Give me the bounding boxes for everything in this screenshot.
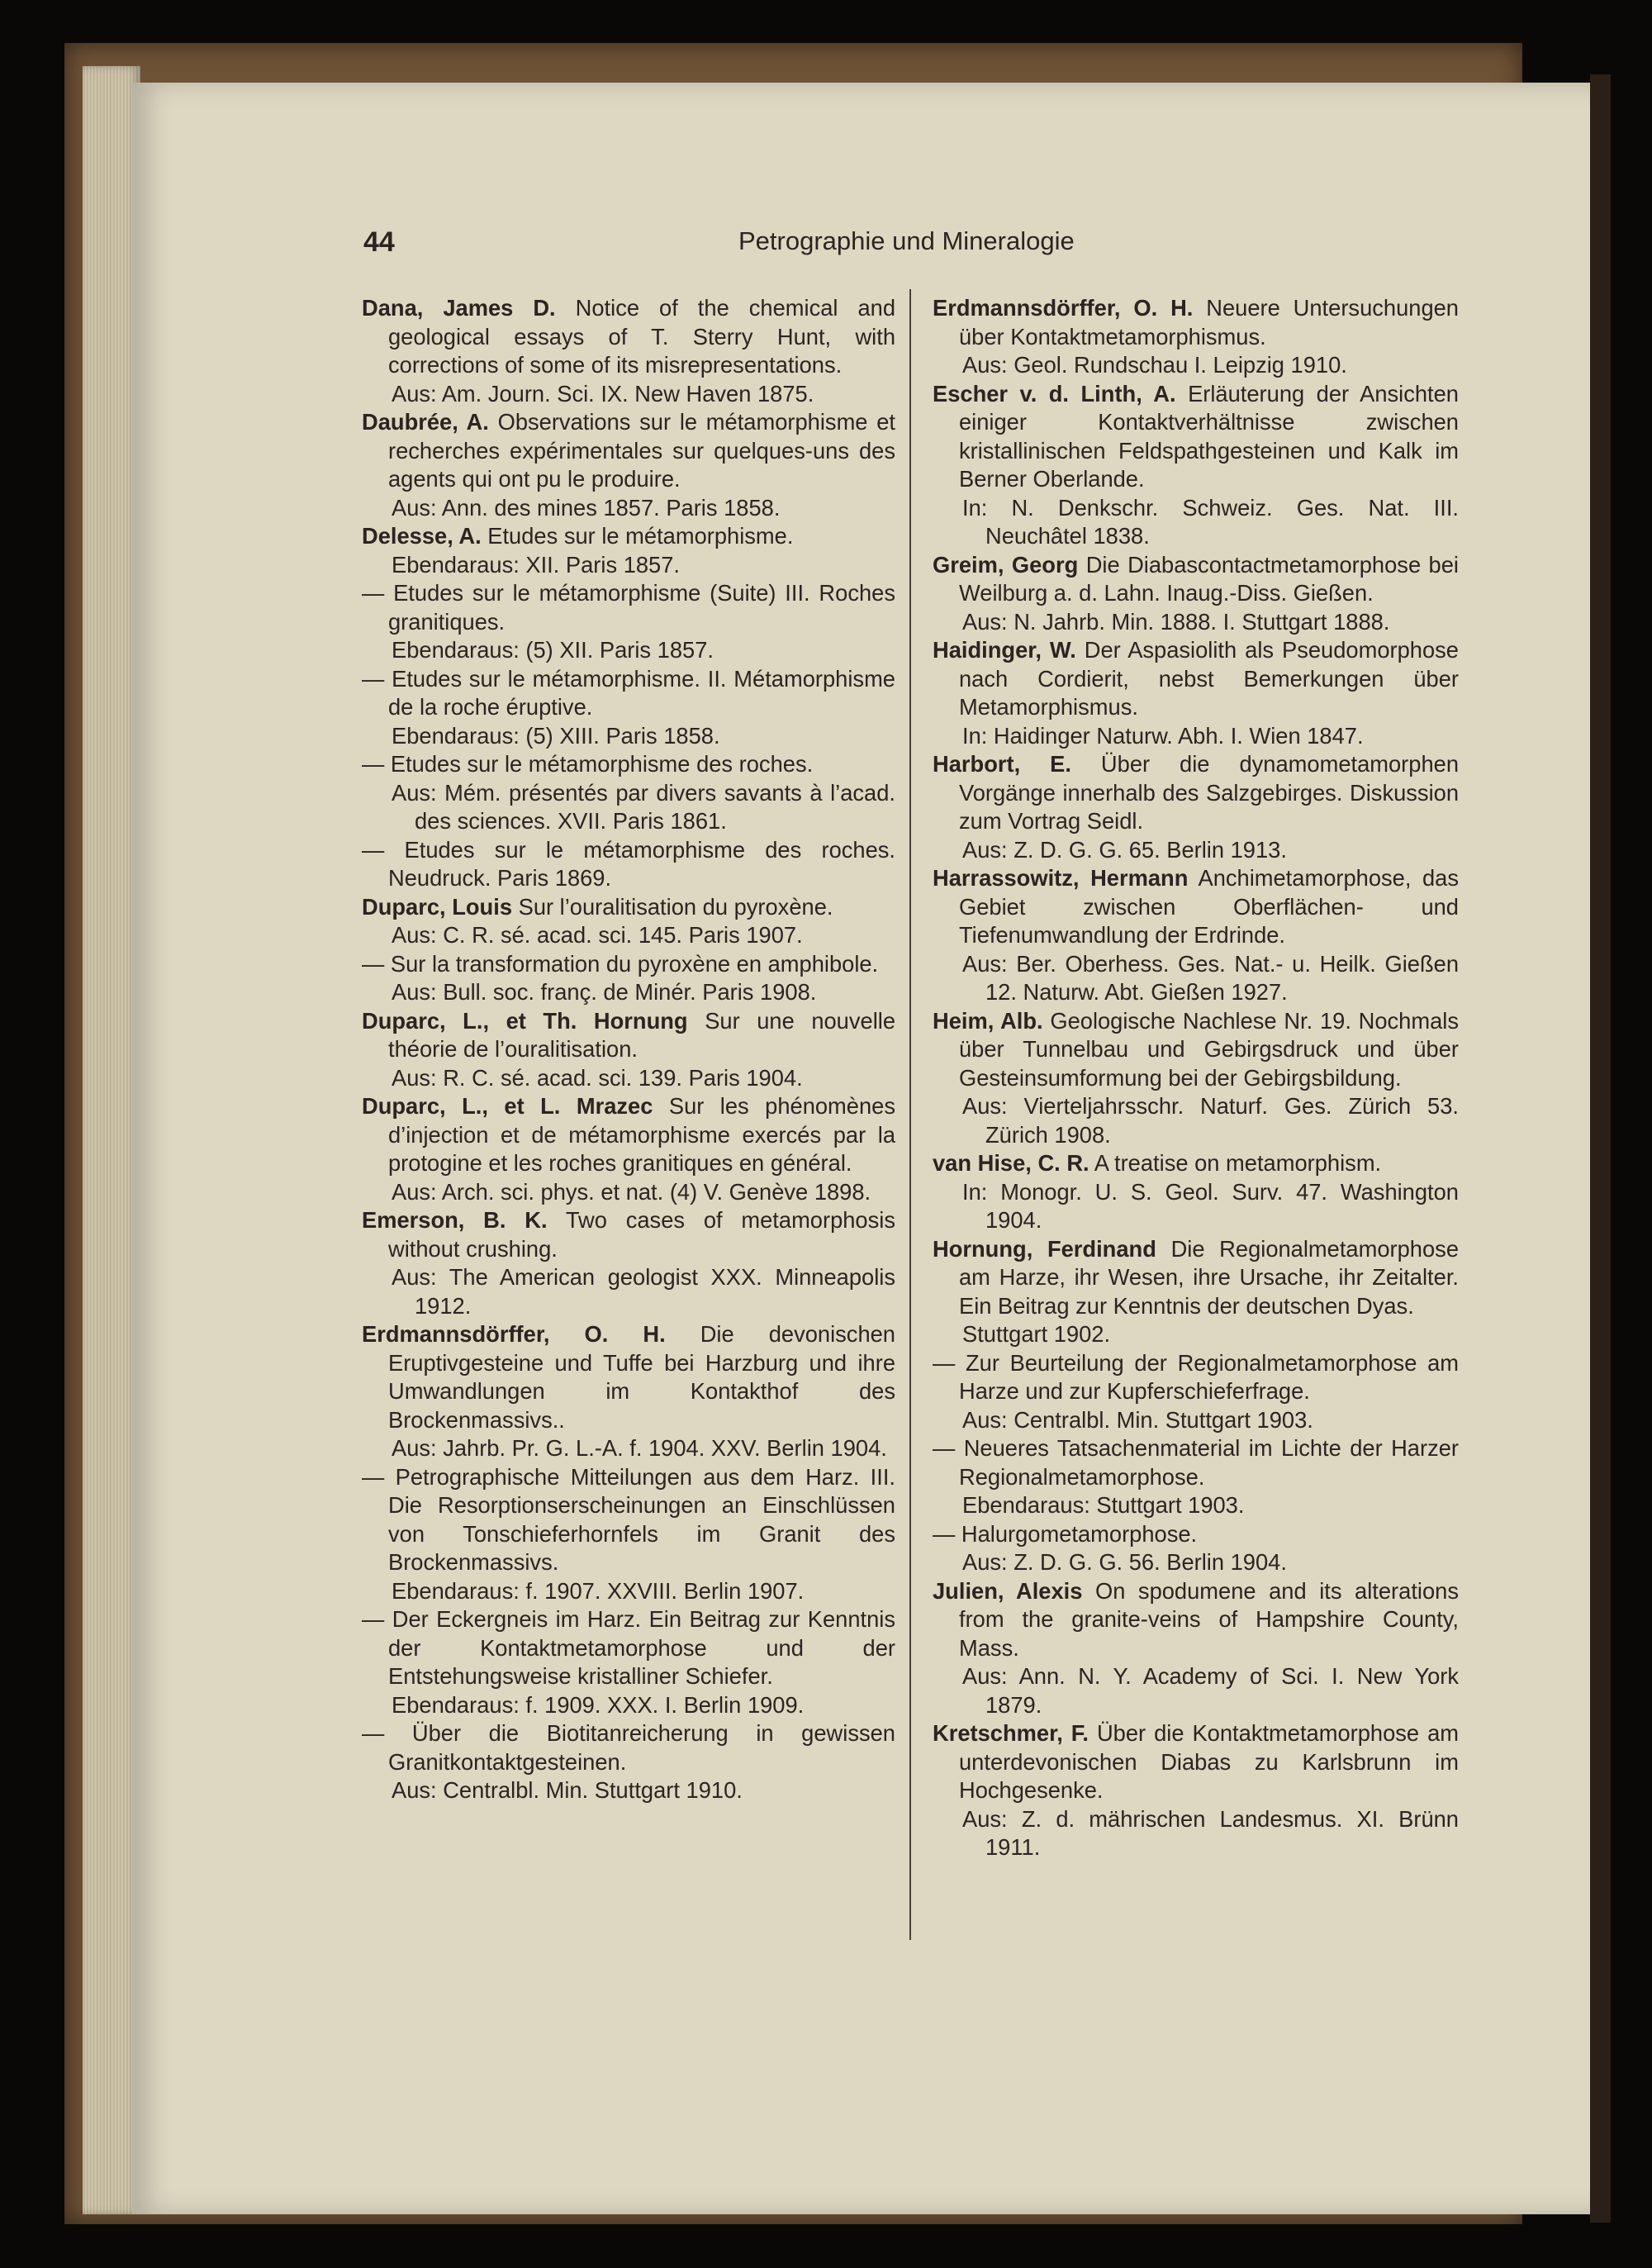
entry-author: Duparc, L., et Th. Hornung <box>362 1007 688 1034</box>
entry-title: Anchimetamorphose, das Gebiet zwischen Oberflächen- und Tiefenumwandlung der Erdrinde. <box>959 865 1460 948</box>
entry-author: Escher v. d. Linth, A. <box>933 380 1176 407</box>
entry-title: Petrographische Mitteilungen aus dem Harz. III. Die Resorptionserscheinungen an Einschlüssen von Tonschieferhornfels im Granit des Brockenmassivs. <box>388 1463 895 1575</box>
bibliography-entry <box>362 1463 895 1606</box>
entry-title: Notice of the chemical and geological essays of T. Sterry Hunt, with corrections of some of its misrepresentations. <box>388 295 896 378</box>
entry-source: Aus: Centralbl. Min. Stuttgart 1910. <box>392 1777 743 1803</box>
bibliography-entry <box>362 950 895 1007</box>
entry-source: Aus: Arch. sci. phys. et nat. (4) V. Genève 1898. <box>392 1178 871 1205</box>
bibliography-entry <box>933 1434 1459 1520</box>
entry-source: Aus: Z. D. G. G. 56. Berlin 1904. <box>962 1549 1287 1575</box>
bibliography-entry <box>933 1719 1459 1862</box>
entry-author: Hornung, Ferdinand <box>933 1235 1156 1262</box>
entry-source: Ebendaraus: f. 1907. XXVIII. Berlin 1907. <box>392 1577 805 1604</box>
bibliography-entry <box>933 1520 1459 1577</box>
entry-author: Harrassowitz, Hermann <box>933 865 1189 891</box>
entry-source: Aus: Ann. des mines 1857. Paris 1858. <box>392 494 781 521</box>
entry-author: Haidinger, W. <box>933 637 1076 663</box>
bibliography-entry <box>362 1206 895 1320</box>
entry-source: In: Monogr. U. S. Geol. Surv. 47. Washington 1904. <box>962 1178 1459 1233</box>
entry-title: Geologische Nachlese Nr. 19. Nochmals über Tunnelbau und Gebirgsdruck und über Gesteinsumformung bei der Gebirgsbildung. <box>959 1007 1459 1091</box>
entry-title: Die devonischen Eruptivgesteine und Tuffe bei Harzburg und ihre Umwandlungen im Kontakthof des Brockenmassivs.. <box>388 1321 895 1433</box>
entry-title: Die Regionalmetamorphose am Harze, ihr Wesen, ihre Ursache, ihr Zeitalter. Ein Beitrag zur Kenntnis der deutschen Dyas. <box>959 1235 1459 1319</box>
entry-author: Harbort, E. <box>933 751 1071 777</box>
ditto-dash: — <box>933 1520 956 1547</box>
entry-source: Aus: Bull. soc. franç. de Minér. Paris 1908. <box>392 979 817 1005</box>
entry-source: Aus: Z. D. G. G. 65. Berlin 1913. <box>962 836 1287 863</box>
entry-author: Heim, Alb. <box>933 1007 1043 1034</box>
entry-source: Aus: Jahrb. Pr. G. L.-A. f. 1904. XXV. Berlin 1904. <box>392 1435 887 1461</box>
bibliography-entry <box>933 864 1459 1007</box>
entry-source: In: N. Denkschr. Schweiz. Ges. Nat. III. Neuchâtel 1838. <box>962 494 1459 549</box>
bibliography-entry <box>362 522 895 579</box>
entry-title: Etudes sur le métamorphisme des roches. Neudruck. Paris 1869. <box>388 836 895 891</box>
entry-source: Aus: Geol. Rundschau I. Leipzig 1910. <box>962 352 1347 378</box>
ditto-dash: — <box>362 1463 385 1490</box>
entry-title: A treatise on metamorphism. <box>1094 1150 1382 1176</box>
adjacent-page-gutter <box>1590 74 1611 2223</box>
entry-author: Emerson, B. K. <box>362 1207 548 1233</box>
entry-title: Neueres Tatsachenmaterial im Lichte der Harzer Regionalmetamorphose. <box>959 1435 1459 1490</box>
entry-author: van Hise, C. R. <box>933 1150 1089 1176</box>
bibliography-entry <box>362 836 895 893</box>
bibliography-entry <box>362 750 895 836</box>
bibliography-entry <box>933 551 1459 637</box>
ditto-dash: — <box>362 580 385 606</box>
entry-title: Über die Kontaktmetamorphose am unterdevonischen Diabas zu Karlsbrunn im Hochgesenke. <box>959 1720 1459 1803</box>
entry-title: Erläuterung der Ansichten einiger Kontaktverhältnisse zwischen kristallinischen Feldspathgesteinen und Kalk im Berner Oberlande. <box>959 380 1459 492</box>
entry-source: Aus: R. C. sé. acad. sci. 139. Paris 1904. <box>392 1064 803 1091</box>
entry-title: Halurgometamorphose. <box>961 1520 1198 1547</box>
entry-source: Ebendaraus: (5) XII. Paris 1857. <box>392 637 714 663</box>
entry-title: Two cases of metamorphosis without crushing. <box>388 1207 895 1262</box>
bibliography-entry <box>362 1719 895 1805</box>
ditto-dash: — <box>362 836 385 863</box>
bibliography-entry <box>933 380 1459 551</box>
entry-author: Erdmannsdörffer, O. H. <box>362 1321 666 1347</box>
bibliography-entry <box>362 408 895 522</box>
entry-author: Dana, James D. <box>362 295 556 321</box>
entry-source: Aus: Centralbl. Min. Stuttgart 1903. <box>962 1406 1313 1433</box>
bibliography-entry <box>933 750 1459 864</box>
entry-title: On spodumene and its alterations from the granite-veins of Hampshire County, Mass. <box>959 1577 1459 1661</box>
entry-author: Julien, Alexis <box>933 1577 1083 1604</box>
entry-title: Zur Beurteilung der Regionalmetamorphose am Harze und zur Kupferschieferfrage. <box>959 1349 1459 1404</box>
bibliography-entry <box>933 1577 1459 1720</box>
ditto-dash: — <box>362 665 385 692</box>
entry-author: Kretschmer, F. <box>933 1720 1089 1746</box>
entry-source: Aus: Am. Journ. Sci. IX. New Haven 1875. <box>392 380 814 407</box>
entry-source: Stuttgart 1902. <box>962 1321 1111 1347</box>
entry-title: Etudes sur le métamorphisme des roches. <box>390 751 814 777</box>
entry-source: Aus: Vierteljahrsschr. Naturf. Ges. Zürich 53. Zürich 1908. <box>962 1093 1459 1148</box>
entry-author: Erdmannsdörffer, O. H. <box>933 295 1194 321</box>
bibliography-entry <box>933 294 1459 380</box>
entry-title: Neuere Untersuchungen über Kontaktmetamorphismus. <box>959 295 1459 349</box>
bibliography-entry <box>362 1320 895 1463</box>
entry-title: Die Diabascontactmetamorphose bei Weilburg a. d. Lahn. Inaug.-Diss. Gießen. <box>959 551 1459 606</box>
ditto-dash: — <box>362 1720 385 1746</box>
entry-title: Über die dynamometamorphen Vorgänge innerhalb des Salzgebirges. Diskussion zum Vortrag Seidl. <box>959 751 1459 834</box>
bibliography-entry <box>362 893 895 950</box>
entry-source: Aus: Ann. N. Y. Academy of Sci. I. New York 1879. <box>962 1663 1459 1718</box>
entry-title: Sur la transformation du pyroxène en amphibole. <box>390 950 879 977</box>
entry-title: Sur une nouvelle théorie de l’ouralitisation. <box>388 1007 896 1062</box>
column-divider <box>909 289 911 1940</box>
entry-title: Sur l’ouralitisation du pyroxène. <box>518 893 833 920</box>
entry-title: Etudes sur le métamorphisme (Suite) III. Roches granitiques. <box>388 580 895 635</box>
bibliography-entry <box>933 1007 1459 1150</box>
page-number: 44 <box>363 226 395 258</box>
bibliography-entry <box>362 1605 895 1719</box>
entry-title: Etudes sur le métamorphisme. II. Métamorphisme de la roche éruptive. <box>388 665 895 720</box>
entry-title: Der Eckergneis im Harz. Ein Beitrag zur Kenntnis der Kontaktmetamorphose und der Entstehungsweise kristalliner Schiefer. <box>388 1606 895 1689</box>
ditto-dash: — <box>933 1435 956 1461</box>
running-title: Petrographie und Mineralogie <box>738 226 1075 255</box>
bibliography-entry <box>933 1235 1459 1349</box>
ditto-dash: — <box>362 1606 385 1632</box>
entry-title: Der Aspasiolith als Pseudomorphose nach Cordierit, nebst Bemerkungen über Metamorphismus. <box>959 637 1459 720</box>
bibliography-entry <box>933 1149 1459 1235</box>
entry-author: Duparc, Louis <box>362 893 513 920</box>
bibliography-entry <box>362 294 895 408</box>
ditto-dash: — <box>933 1349 956 1376</box>
bibliography-entry <box>362 579 895 665</box>
entry-author: Duparc, L., et L. Mrazec <box>362 1093 653 1119</box>
entry-source: Ebendaraus: f. 1909. XXX. I. Berlin 1909. <box>392 1691 805 1718</box>
bibliography-entry <box>933 1349 1459 1435</box>
page-header <box>0 226 1652 268</box>
entry-source: In: Haidinger Naturw. Abh. I. Wien 1847. <box>962 722 1364 749</box>
entry-source: Aus: Z. d. mährischen Landesmus. XI. Brünn 1911. <box>962 1805 1459 1860</box>
bibliography-entry <box>362 665 895 751</box>
left-column <box>362 294 895 1805</box>
entry-author: Delesse, A. <box>362 523 482 549</box>
bibliography-entry <box>362 1007 895 1093</box>
right-column <box>933 294 1459 1862</box>
ditto-dash: — <box>362 950 385 977</box>
bibliography-entry <box>362 1092 895 1206</box>
bibliography-entry <box>933 636 1459 750</box>
entry-author: Greim, Georg <box>933 551 1079 578</box>
entry-title: Etudes sur le métamorphisme. <box>487 523 794 549</box>
entry-author: Daubrée, A. <box>362 409 489 435</box>
entry-source: Aus: The American geologist XXX. Minneapolis 1912. <box>392 1264 895 1319</box>
entry-title: Observations sur le métamorphisme et recherches expérimentales sur quelques-uns des agents qui ont pu le produire. <box>388 409 895 492</box>
entry-source: Ebendaraus: Stuttgart 1903. <box>962 1492 1245 1518</box>
entry-source: Aus: C. R. sé. acad. sci. 145. Paris 1907. <box>392 922 803 948</box>
entry-source: Ebendaraus: XII. Paris 1857. <box>392 551 681 578</box>
entry-source: Aus: Mém. présentés par divers savants à l’acad. des sciences. XVII. Paris 1861. <box>392 779 895 834</box>
ditto-dash: — <box>362 751 385 777</box>
entry-source: Ebendaraus: (5) XIII. Paris 1858. <box>392 722 720 749</box>
entry-source: Aus: N. Jahrb. Min. 1888. I. Stuttgart 1888. <box>962 608 1390 635</box>
entry-title: Sur les phénomènes d’injection et de métamorphisme exercés par la protogine et les roches granitiques en général. <box>388 1093 895 1176</box>
entry-title: Über die Biotitanreicherung in gewissen Granitkontaktgesteinen. <box>388 1720 895 1775</box>
entry-source: Aus: Ber. Oberhess. Ges. Nat.- u. Heilk. Gießen 12. Naturw. Abt. Gießen 1927. <box>962 950 1459 1005</box>
